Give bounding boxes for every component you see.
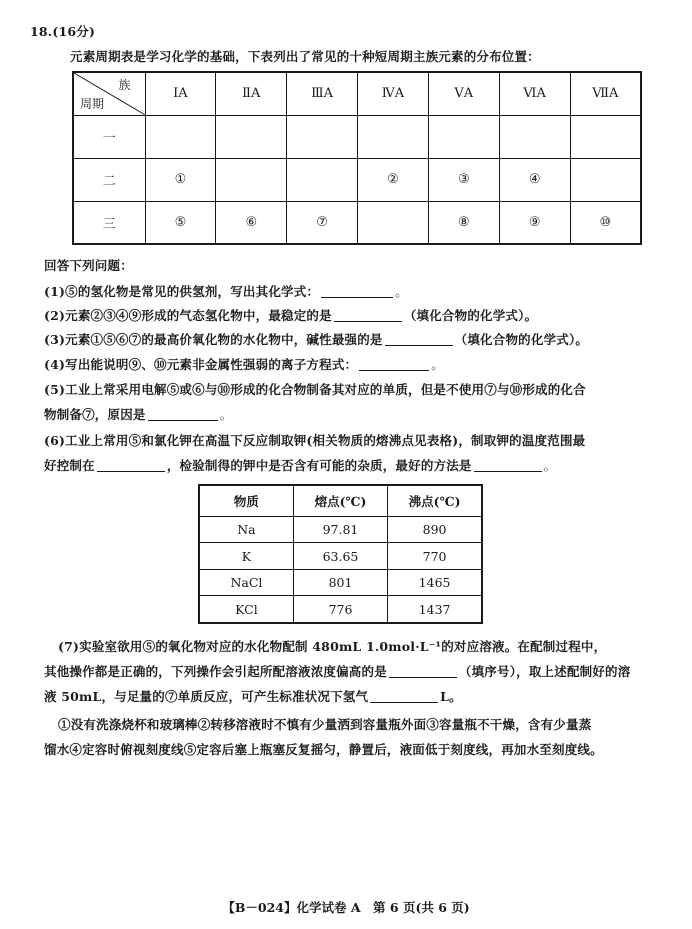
question-4-end: 。 [431, 357, 444, 372]
element-cell: ⑥ [216, 201, 287, 244]
question-2 [44, 306, 537, 324]
question-6-text-b: ，检验制得的钾中是否含有可能的杂质，最好的方法是 [166, 458, 472, 473]
table-header-row [73, 72, 641, 115]
group-header: ⅤA [428, 72, 499, 115]
answer-blank[interactable] [148, 408, 218, 421]
table-cell: 770 [388, 543, 482, 569]
element-cell: ⑨ [499, 201, 570, 244]
element-cell [216, 158, 287, 201]
table-cell: 1437 [388, 596, 482, 623]
element-cell: ① [145, 158, 216, 201]
table-row [73, 201, 641, 244]
periodic-table [72, 71, 642, 245]
table-cell: K [199, 543, 293, 569]
question-7-text-d: L。 [440, 689, 462, 704]
question-7-line-1: (7)实验室欲用⑤的氧化物对应的水化物配制 480mL 1.0mol·L⁻¹的对应溶液。在配制过程中， [58, 639, 607, 654]
group-header: ⅢA [287, 72, 358, 115]
intro-text: 元素周期表是学习化学的基础，下表列出了常见的十种短周期主族元素的分布位置： [70, 49, 540, 64]
table-row [73, 115, 641, 158]
question-7-text-b: （填序号），取上述配制好的溶 [458, 664, 631, 679]
column-header: 物质 [199, 485, 293, 517]
question-2-end: （填化合物的化学式）。 [403, 308, 538, 323]
question-5-text: 物制备⑦，原因是 [44, 407, 146, 422]
question-6-line-1: (6)工业上常用⑤和氯化钾在高温下反应制取钾(相关物质的熔沸点见表格)，制取钾的温度范围最 [44, 433, 586, 448]
group-header: ⅦA [570, 72, 641, 115]
element-cell [499, 115, 570, 158]
question-7-line-2 [44, 662, 630, 680]
element-cell [358, 201, 429, 244]
table-cell: 890 [388, 517, 482, 543]
element-cell [428, 115, 499, 158]
question-6-line-2 [44, 456, 556, 474]
table-row [199, 517, 482, 543]
question-6-text-a: 好控制在 [44, 458, 95, 473]
table-cell: 63.65 [293, 543, 387, 569]
question-5-end: 。 [219, 407, 233, 422]
answer-blank[interactable] [359, 358, 429, 371]
period-label: 一 [73, 115, 145, 158]
period-label: 三 [73, 201, 145, 244]
element-cell [287, 115, 358, 158]
question-5-line-2 [44, 405, 232, 423]
corner-label-period: 周期 [80, 96, 105, 111]
table-cell: Na [199, 517, 293, 543]
table-header-row [199, 485, 482, 517]
question-4-text: (4)写出能说明⑨、⑩元素非金属性强弱的离子方程式： [44, 357, 358, 372]
element-cell: ⑦ [287, 201, 358, 244]
table-cell: 801 [293, 569, 387, 595]
table-row [199, 596, 482, 623]
table-row [199, 543, 482, 569]
question-7-text-a: 其他操作都是正确的，下列操作会引起所配溶液浓度偏高的是 [44, 664, 387, 679]
element-cell: ④ [499, 158, 570, 201]
element-cell: ③ [428, 158, 499, 201]
column-header: 熔点(℃) [293, 485, 387, 517]
question-7-options-line-2: 馏水④定容时俯视刻度线⑤定容后塞上瓶塞反复摇匀，静置后，液面低于刻度线，再加水至刻度线。 [44, 742, 603, 757]
question-7-line-3 [44, 687, 462, 705]
element-cell: ⑤ [145, 201, 216, 244]
group-header: ⅥA [499, 72, 570, 115]
table-cell: 776 [293, 596, 387, 623]
table-cell: NaCl [199, 569, 293, 595]
group-header: ⅡA [216, 72, 287, 115]
question-4 [44, 355, 444, 373]
answer-blank[interactable] [334, 309, 402, 322]
page-footer: 【B－024】化学试卷 A 第 6 页(共 6 页) [222, 900, 470, 915]
answer-blank[interactable] [385, 333, 453, 346]
question-7-text-c: 液 50mL，与足量的⑦单质反应，可产生标准状况下氢气 [44, 689, 369, 704]
group-header: ⅣA [358, 72, 429, 115]
period-label: 二 [73, 158, 145, 201]
element-cell [358, 115, 429, 158]
question-3-text: (3)元素①⑤⑥⑦的最高价氧化物的水化物中，碱性最强的是 [44, 332, 383, 347]
question-7-options-line-1: ①没有洗涤烧杯和玻璃棒②转移溶液时不慎有少量洒到容量瓶外面③容量瓶不干燥，含有少量蒸 [58, 717, 592, 732]
question-1-end: 。 [395, 284, 408, 299]
element-cell: ⑩ [570, 201, 641, 244]
answer-blank[interactable] [370, 690, 438, 703]
corner-label-group: 族 [118, 78, 131, 92]
table-cell: 1465 [388, 569, 482, 595]
element-cell [570, 115, 641, 158]
answer-blank[interactable] [389, 665, 457, 678]
element-cell [287, 158, 358, 201]
element-cell [145, 115, 216, 158]
table-corner-cell [73, 72, 145, 115]
element-cell: ⑧ [428, 201, 499, 244]
properties-table [198, 484, 483, 624]
answer-blank[interactable] [474, 459, 542, 472]
question-3-end: （填化合物的化学式）。 [454, 332, 589, 347]
answer-blank[interactable] [321, 285, 393, 298]
table-cell: KCl [199, 596, 293, 623]
answer-prompt: 回答下列问题： [44, 258, 133, 273]
question-3 [44, 330, 588, 348]
question-header: 18.(16分) [30, 24, 96, 39]
table-row [199, 569, 482, 595]
answer-blank[interactable] [97, 459, 165, 472]
question-1-text: (1)⑤的氢化物是常见的供氢剂，写出其化学式： [44, 284, 320, 299]
group-header: ⅠA [145, 72, 216, 115]
question-1 [44, 282, 408, 300]
table-cell: 97.81 [293, 517, 387, 543]
question-5-line-1: (5)工业上常采用电解⑤或⑥与⑩形成的化合物制备其对应的单质，但是不使用⑦与⑩形成的化合 [44, 382, 586, 397]
table-row [73, 158, 641, 201]
element-cell [216, 115, 287, 158]
question-2-text: (2)元素②③④⑨形成的气态氢化物中，最稳定的是 [44, 308, 332, 323]
column-header: 沸点(℃) [388, 485, 482, 517]
question-6-end: 。 [543, 458, 557, 473]
element-cell [570, 158, 641, 201]
element-cell: ② [358, 158, 429, 201]
